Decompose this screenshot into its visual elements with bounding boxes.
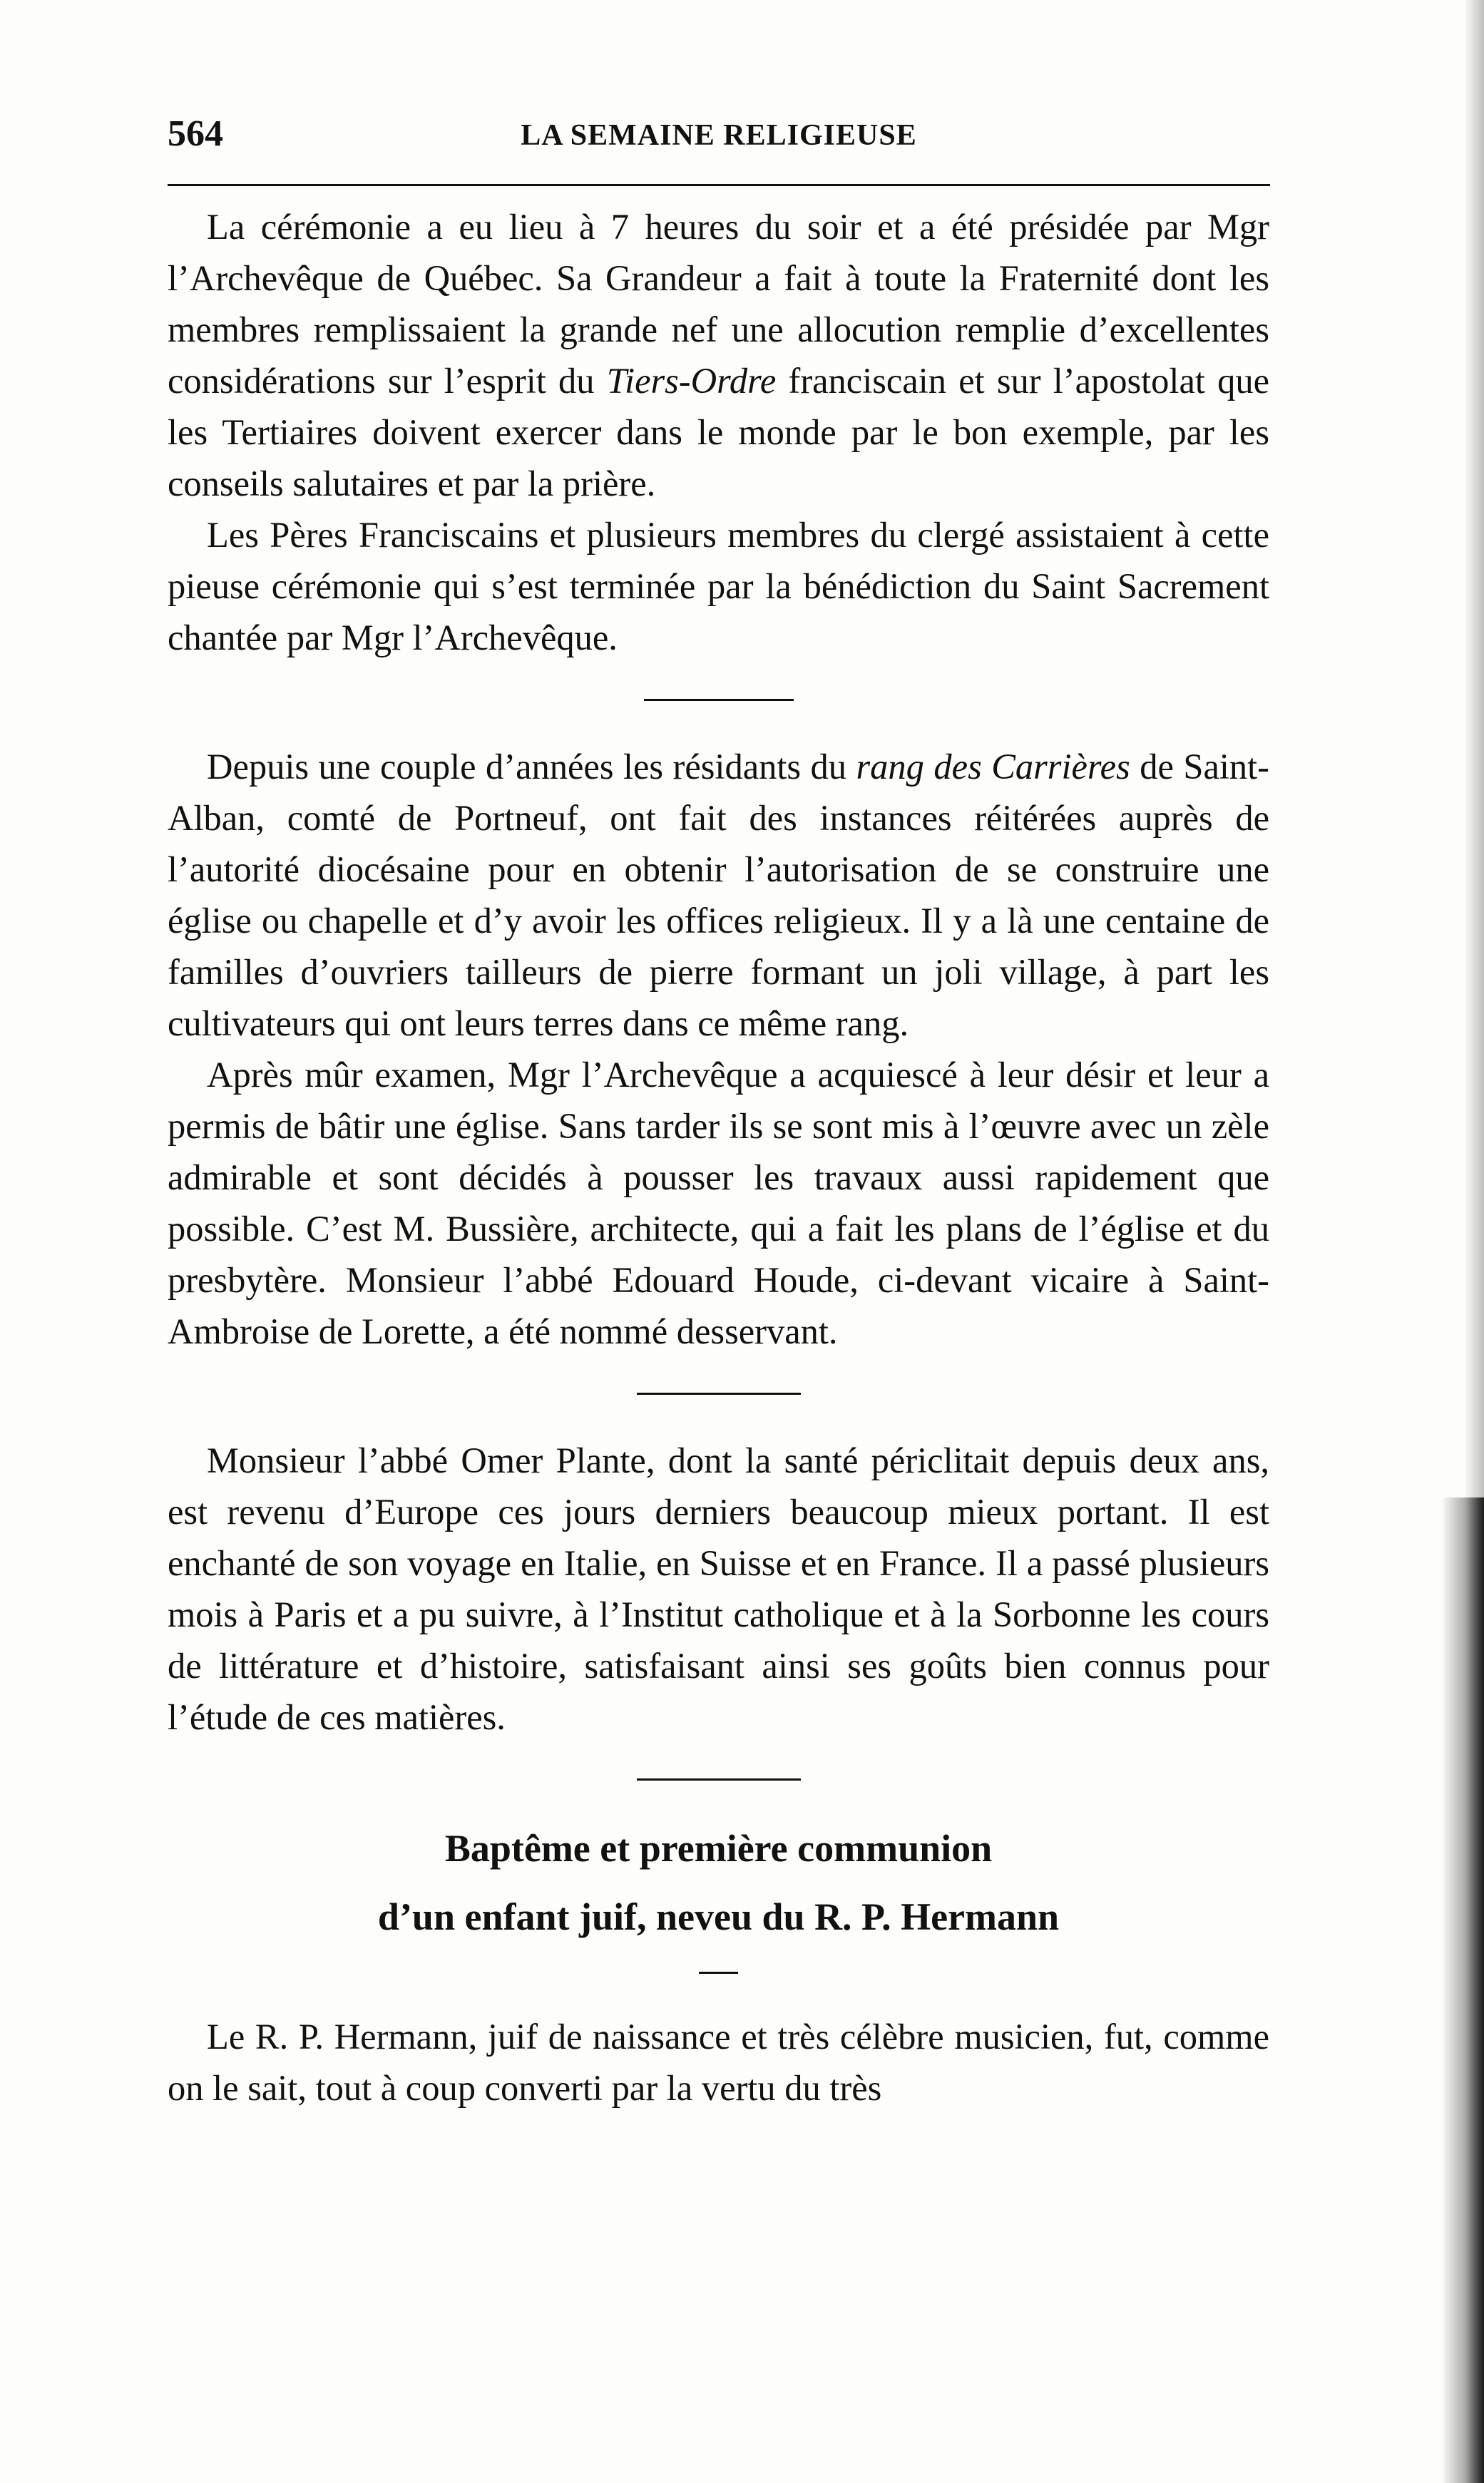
paragraph-saint-alban [168,741,1269,1049]
section-separator [637,1393,801,1395]
page-body [168,201,1269,2114]
section-separator [637,1778,801,1781]
paragraph-saint-alban-tail: de Saint-Alban, comté de Portneuf, ont fait des instances réitérées auprès de l’autorité diocésaine pour en obtenir l’autorisation de se construire une église ou chapelle et d’y avoir les offices religieux. Il y a là une centaine de familles d’ouvriers tailleurs de pierre formant un joli village, à part les cultivateurs qui ont leurs terres dans ce même rang. [168,747,1270,1043]
section-separator [644,699,794,701]
page-header [168,113,1270,163]
paragraph-franciscans: Les Pères Franciscains et plusieurs membres du clergé assistaient à cette pieuse cérémonie qui s’est terminée par la bénédiction du Saint Sacrement chantée par Mgr l’Archevêque. [168,515,1269,657]
running-head: LA SEMAINE RELIGIEUSE [521,119,917,152]
italic-rang-des-carrieres: rang des Carrières [856,747,1130,787]
page-number: 564 [168,113,223,154]
paragraph-archbishop-approval: Après mûr examen, Mgr l’Archevêque a acquiescé à leur désir et leur a permis de bâtir une église. Sans tarder ils se sont mis à l’œuvre avec un zèle admirable et sont décidés à pousser les travaux aussi rapidement que possible. C’est M. Bussière, architecte, qui a fait les plans de l’église et du presbytère. Monsieur l’abbé Edouard Houde, ci-devant vicaire à Saint-Ambroise de Lorette, a été nommé desservant. [168,1055,1269,1351]
paragraph-ceremony [168,201,1269,509]
paragraph-ceremony-tail: franciscain et sur l’apostolat que les Tertiaires doivent exercer dans le monde par le bon exemple, par les conseils salutaires et par la prière. [168,361,1270,503]
paragraph-saint-alban-text: Depuis une couple d’années les résidants du [207,747,847,787]
paragraph-omer-plante: Monsieur l’abbé Omer Plante, dont la santé périclitait depuis deux ans, est revenu d’Europe ces jours derniers beaucoup mieux portant. Il est enchanté de son voyage en Italie, en Suisse et en France. Il a passé plusieurs mois à Paris et a pu suivre, à l’Institut catholique et à la Sorbonne les cours de littérature et d’histoire, satisfaisant ainsi ses goûts bien connus pour l’étude de ces matières. [168,1440,1269,1737]
title-rule [699,1972,738,1974]
paragraph-hermann: Le R. P. Hermann, juif de naissance et très célèbre musicien, fut, comme on le sait, tout à coup converti par la vertu du très [168,2017,1269,2108]
italic-tiers-ordre: Tiers-Ordre [606,361,777,401]
paragraph-ceremony-text: La cérémonie a eu lieu à 7 heures du soir et a été présidée par Mgr l’Archevêque de Québec. Sa Grandeur a fait à toute la Fraternité dont les membres remplissaient la grande nef une allocution remplie d’excellentes considérations sur l’esprit du [168,207,1269,401]
section-title-line-1: Baptême et première communion [444,1827,993,1870]
binding-edge [1441,1498,1484,2483]
section-title-line-2: d’un enfant juif, neveu du R. P. Hermann [377,1895,1060,1938]
header-rule [168,184,1270,186]
